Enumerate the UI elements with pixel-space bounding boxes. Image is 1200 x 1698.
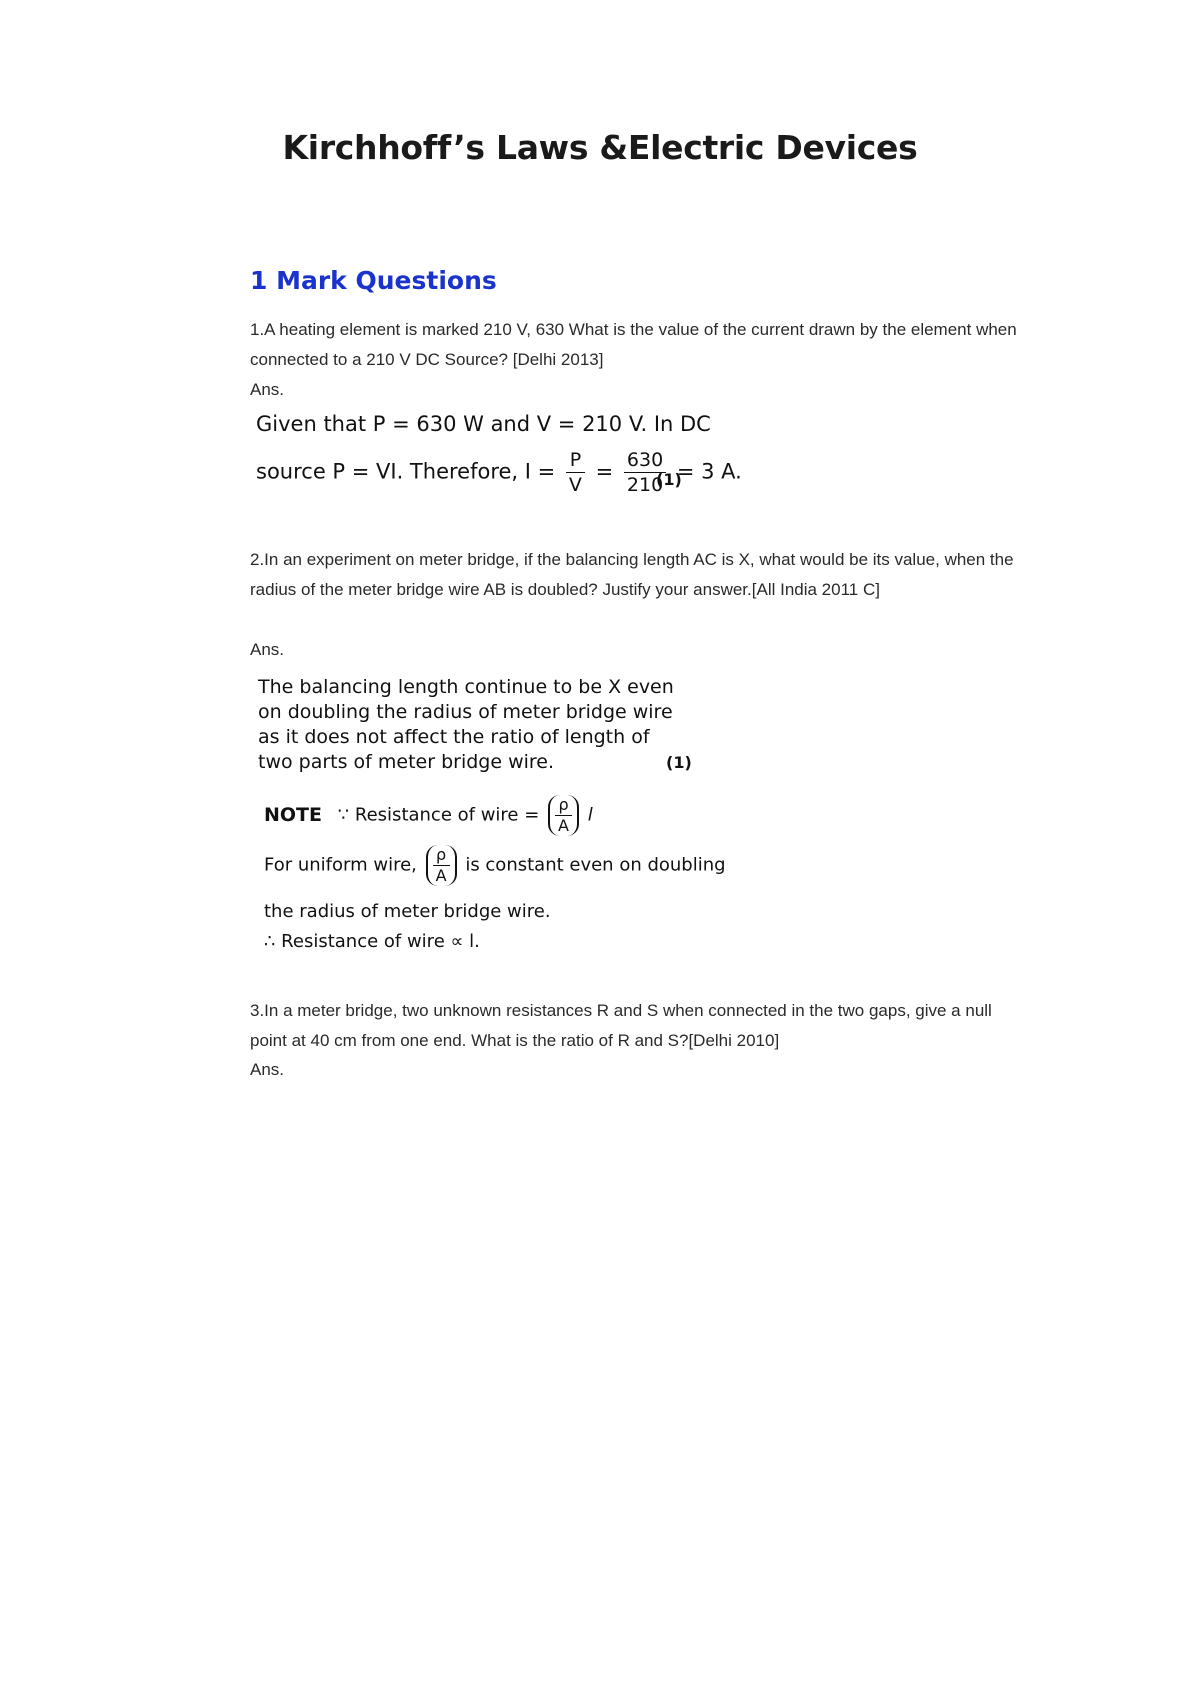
fraction-p-over-v: $\frac{P}{V}$: [566, 448, 585, 497]
fraction-rho-over-a: $\frac{\rho}{A}$: [548, 795, 579, 836]
document-title: Kirchhoff’s Laws &Electric Devices: [282, 128, 918, 167]
note-label: NOTE: [264, 803, 322, 826]
answer-label-3: Ans.: [250, 1060, 285, 1079]
question-1: 1.A heating element is marked 210 V, 630 What is the value of the current drawn by the element when connected to a 210 V DC Source? [Delhi 2013]: [250, 320, 1017, 369]
answer-1-given: Given that P = 630 W and V = 210 V. In DC: [256, 412, 711, 436]
note-line-4: ∴ Resistance of wire ∝ l.: [264, 931, 480, 952]
question-3: 3.In a meter bridge, two unknown resistances R and S when connected in the two gaps, give a null point at 40 cm from one end. What is the ratio of R and S?[Delhi 2010]: [250, 1001, 992, 1050]
fraction-630-over-210: $\frac{630}{210}$: [624, 448, 666, 497]
note-line-2: For uniform wire, $\frac{\rho}{A}$ is constant even on doubling: [264, 845, 726, 885]
answer-label-2: Ans.: [250, 640, 285, 659]
answer-2-explanation: The balancing length continue to be X even on doubling the radius of meter bridge wire as it does not affect the ratio of length of two parts of meter bridge wire.: [258, 676, 674, 773]
answer-1-mark: (1): [656, 470, 682, 489]
answer-2-solution: [258, 675, 726, 955]
note-line-3: the radius of meter bridge wire.: [264, 901, 551, 922]
answer-1-result: = 3 A.: [676, 459, 742, 484]
answer-2-mark: (1): [666, 753, 692, 772]
section-heading: 1 Mark Questions: [250, 266, 497, 295]
question-2: 2.In an experiment on meter bridge, if the balancing length AC is X, what would be its value, when the radius of the meter bridge wire AB is doubled? Justify your answer.[All India 2011 C]: [250, 550, 1014, 599]
equals-sign: =: [595, 459, 614, 484]
answer-1-solution: [256, 412, 742, 502]
answer-label-1: Ans.: [250, 380, 285, 399]
fraction-rho-over-a-2: $\frac{\rho}{A}$: [426, 845, 457, 886]
answer-1-equation-start: source P = VI. Therefore, I =: [256, 459, 556, 484]
note-line-1: NOTE ∵ Resistance of wire = $\frac{\rho}{A}$ l: [264, 795, 593, 835]
